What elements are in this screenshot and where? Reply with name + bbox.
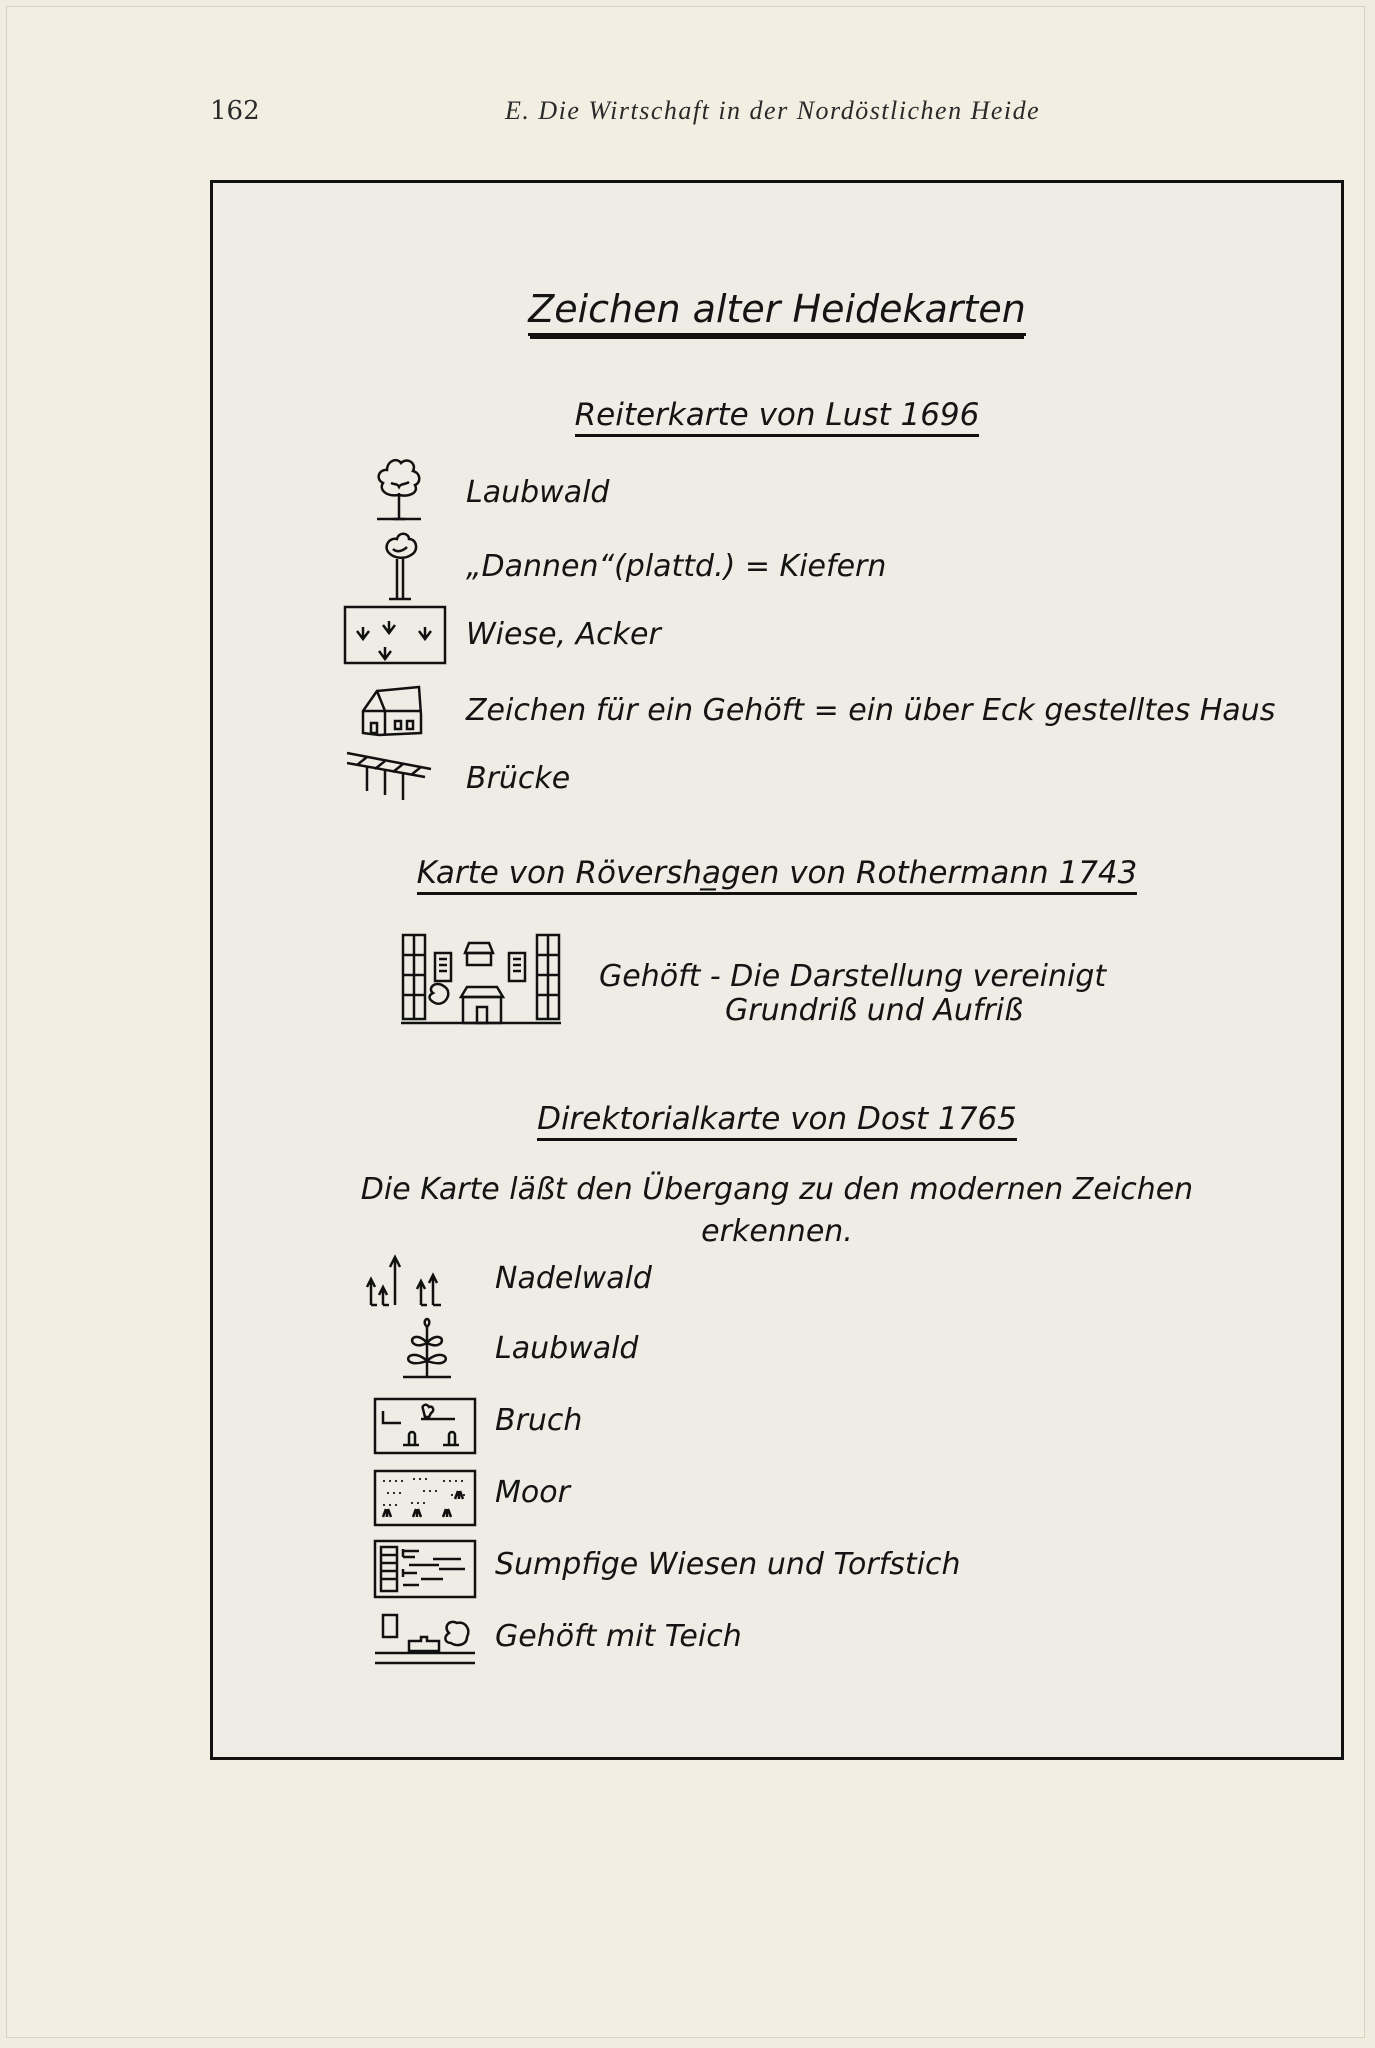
page-number: 162 xyxy=(210,96,260,126)
legend-label-gehoeft-darstellung-1: Gehöft - Die Darstellung vereinigt xyxy=(599,959,1107,994)
legend-label-dannen: „Dannen“(plattd.) = Kiefern xyxy=(466,549,887,584)
deciduous-tree-icon xyxy=(371,453,427,523)
legend-label-bruecke: Brücke xyxy=(466,761,571,796)
section3-note-line2: erkennen. xyxy=(701,1214,853,1249)
section-heading-roevershagen: Karte von Röversha̲gen von Rothermann 1743 xyxy=(213,855,1341,895)
peat-meadow-icon xyxy=(373,1539,477,1599)
legend-label-laubwald-1696: Laubwald xyxy=(466,475,610,510)
swamp-icon xyxy=(373,1397,477,1455)
deciduous-forest-icon xyxy=(399,1319,455,1381)
bridge-icon xyxy=(345,749,437,805)
legend-label-wiese-acker: Wiese, Acker xyxy=(466,617,661,652)
farmstead-plan-icon xyxy=(399,931,563,1025)
section3-note-line1: Die Karte läßt den Übergang zu den modernen Zeichen xyxy=(360,1172,1194,1207)
running-title: E. Die Wirtschaft in der Nordöstlichen Heide xyxy=(505,96,1041,125)
legend-label-gehoeft-mit-teich: Gehöft mit Teich xyxy=(495,1619,742,1654)
legend-label-bruch: Bruch xyxy=(495,1403,583,1438)
moor-icon xyxy=(373,1469,477,1527)
legend-label-laubwald-1765: Laubwald xyxy=(495,1331,639,1366)
meadow-icon xyxy=(343,605,447,665)
section-heading-reiterkarte: Reiterkarte von Lust 1696 xyxy=(213,397,1341,437)
legend-label-nadelwald: Nadelwald xyxy=(495,1261,652,1296)
legend-label-sumpfige-wiesen: Sumpfige Wiesen und Torfstich xyxy=(495,1547,961,1582)
house-icon xyxy=(359,683,425,737)
section-heading-direktorialkarte: Direktorialkarte von Dost 1765 xyxy=(213,1101,1341,1141)
legend-label-gehoeft-haus: Zeichen für ein Gehöft = ein über Eck gestelltes Haus xyxy=(466,693,1276,728)
pine-tree-icon xyxy=(375,529,425,601)
coniferous-forest-icon xyxy=(367,1253,457,1309)
farm-with-pond-icon xyxy=(373,1611,477,1671)
legend-label-moor: Moor xyxy=(495,1475,570,1510)
legend-label-gehoeft-darstellung-2: Grundriß und Aufriß xyxy=(725,993,1024,1028)
figure-title: Zeichen alter Heidekarten xyxy=(213,287,1341,336)
legend-figure xyxy=(210,180,1344,1760)
